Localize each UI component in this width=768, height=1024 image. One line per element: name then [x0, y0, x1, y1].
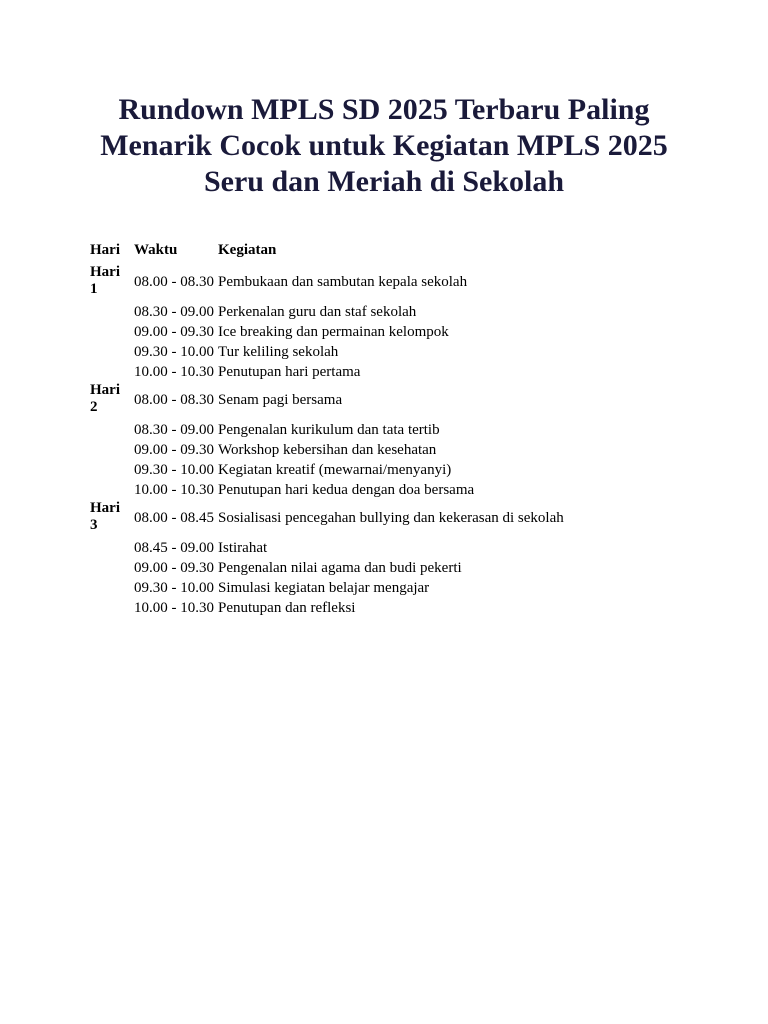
day-cell — [88, 382, 132, 420]
day-cell — [88, 302, 132, 322]
table-row — [88, 362, 566, 382]
day-cell — [88, 480, 132, 500]
time-cell: 09.30 - 10.00 — [134, 580, 214, 596]
title-line: Menarik Cocok untuk Kegiatan MPLS 2025 — [100, 129, 668, 162]
day-cell — [88, 578, 132, 598]
time-cell: 10.00 - 10.30 — [134, 600, 214, 616]
table-row — [88, 302, 566, 322]
activity-cell: Simulasi kegiatan belajar mengajar — [218, 580, 430, 596]
table-row — [88, 598, 566, 618]
activity-cell: Istirahat — [218, 540, 268, 556]
day-cell — [88, 322, 132, 342]
time-cell: 09.30 - 10.00 — [134, 462, 214, 478]
day-cell — [88, 598, 132, 618]
day-cell — [88, 558, 132, 578]
activity-cell: Tur keliling sekolah — [218, 344, 339, 360]
time-cell: 08.45 - 09.00 — [134, 540, 214, 556]
table-row — [88, 342, 566, 362]
time-cell: 08.00 - 08.45 — [134, 510, 214, 526]
time-cell: 08.30 - 09.00 — [134, 422, 214, 438]
day-label: Hari 3 — [90, 500, 120, 533]
activity-cell: Kegiatan kreatif (mewarnai/menyanyi) — [218, 462, 452, 478]
title-line: Rundown MPLS SD 2025 Terbaru Paling — [118, 93, 650, 126]
header-hari: Hari — [90, 242, 120, 258]
table-row — [88, 264, 566, 302]
table-row — [88, 420, 566, 440]
header-kegiatan: Kegiatan — [218, 242, 277, 258]
time-cell: 08.00 - 08.30 — [134, 274, 214, 290]
time-cell: 09.00 - 09.30 — [134, 560, 214, 576]
table-row — [88, 440, 566, 460]
table-row — [88, 558, 566, 578]
table-row — [88, 322, 566, 342]
time-cell: 09.00 - 09.30 — [134, 442, 214, 458]
activity-cell: Senam pagi bersama — [218, 392, 343, 408]
activity-cell: Pengenalan nilai agama dan budi pekerti — [218, 560, 462, 576]
title-line: Seru dan Meriah di Sekolah — [203, 165, 565, 198]
day-cell — [88, 264, 132, 302]
activity-cell: Penutupan dan refleksi — [218, 600, 356, 616]
day-label: Hari 1 — [90, 264, 120, 297]
table-row — [88, 480, 566, 500]
activity-cell: Pengenalan kurikulum dan tata tertib — [218, 422, 440, 438]
activity-cell: Pembukaan dan sambutan kepala sekolah — [218, 274, 468, 290]
day-label: Hari 2 — [90, 382, 120, 415]
day-cell — [88, 362, 132, 382]
activity-cell: Penutupan hari kedua dengan doa bersama — [218, 482, 475, 498]
day-cell — [88, 342, 132, 362]
time-cell: 09.30 - 10.00 — [134, 344, 214, 360]
schedule-table — [88, 240, 566, 618]
activity-cell: Ice breaking dan permainan kelompok — [218, 324, 449, 340]
day-cell — [88, 538, 132, 558]
time-cell: 09.00 - 09.30 — [134, 324, 214, 340]
page-title — [60, 92, 708, 200]
day-cell — [88, 440, 132, 460]
table-row — [88, 460, 566, 480]
table-row — [88, 578, 566, 598]
activity-cell: Sosialisasi pencegahan bullying dan kekerasan di sekolah — [218, 510, 564, 526]
day-cell — [88, 500, 132, 538]
activity-cell: Penutupan hari pertama — [218, 364, 361, 380]
table-row — [88, 500, 566, 538]
table-header-row — [88, 240, 566, 264]
time-cell: 10.00 - 10.30 — [134, 364, 214, 380]
day-cell — [88, 460, 132, 480]
activity-cell: Workshop kebersihan dan kesehatan — [218, 442, 437, 458]
time-cell: 08.00 - 08.30 — [134, 392, 214, 408]
schedule-body — [88, 264, 566, 618]
time-cell: 10.00 - 10.30 — [134, 482, 214, 498]
day-cell — [88, 420, 132, 440]
time-cell: 08.30 - 09.00 — [134, 304, 214, 320]
activity-cell: Perkenalan guru dan staf sekolah — [218, 304, 417, 320]
table-row — [88, 382, 566, 420]
table-row — [88, 538, 566, 558]
header-waktu: Waktu — [134, 242, 178, 258]
